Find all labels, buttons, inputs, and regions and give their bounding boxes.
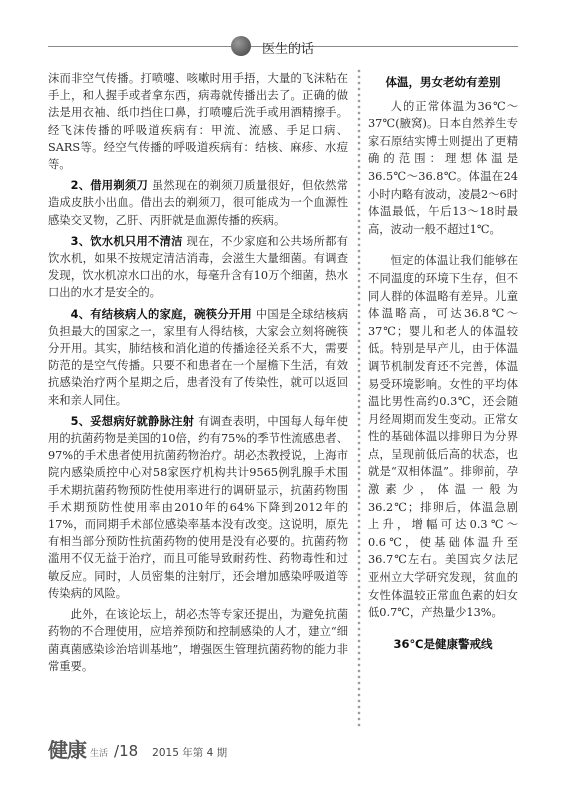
paragraph-2 — [48, 177, 348, 229]
brand-logo: 健康 — [48, 738, 86, 762]
paragraph-text: 现在，不少家庭和公共场所都有饮水机，如果不按规定清洁消毒，会滋生大量细菌。有调查发现，饮水机凉水口出的水，每毫升含有10万个细菌，热水口出的水才是安全的。 — [48, 234, 348, 300]
section-title: 医生的话 — [262, 42, 315, 57]
sidebar-bottom-heading: 36℃是健康警戒线 — [393, 636, 493, 651]
sidebar-paragraph-2: 恒定的体温让我们能够在不同温度的环境下生存，但不同人群的体温略有差异。儿童体温略高，可达36.8℃～37℃；婴儿和老人的体温较低。特别是早产儿，由于体温调节机制发育还不完善，体温易受环境影响。女性的平均体温比男性高约0.3℃，还会随月经周期而发生变动。正常女性的基础体温以排卵日为分界点，呈现前低后高的状态，也就是“双相体温”。排卵前，孕激素少，体温一般为36.2℃；排卵后，体温急剧上升，增幅可达0.3℃～0.6℃，使基础体温升至36.7℃左右。美国宾夕法尼亚州立大学研究发现，贫血的女性体温较正常血色素的妇女低0.7℃，产热量少13%。 — [368, 254, 518, 620]
subheading: 2、借用剃须刀 — [70, 179, 149, 193]
paragraph-text: 中国是全球结核病负担最大的国家之一，家里有人得结核，大家会立刻将碗筷分开用。其实，肺结核和消化道的传播途径关系不大，需要防范的是空气传播。只要不和患者在一个屋檐下生活，有效抗感染治疗两个星期之后，患者没有了传染性，就可以返回来和亲人同住。 — [48, 307, 348, 407]
brand-subtitle: 生活 — [90, 749, 109, 759]
page-number: /18 — [114, 742, 139, 760]
subheading: 5、妥想病好就静脉注射 — [70, 414, 195, 428]
paragraph-text: 沫而非空气传播。打喷嚏、咳嗽时用手捂，大量的飞沫粘在手上，和人握手或者拿东西，病毒就传播出去了。正确的做法是用衣袖、纸巾挡住口鼻，打喷嚏后洗手或用酒精擦手。经飞沫传播的呼吸道疾病有：甲流、流感、手足口病、SARS等。经空气传播的呼吸道疾病有：结核、麻疹、水痘等。 — [48, 72, 348, 172]
subheading: 3、饮水机只用不清洁 — [70, 234, 183, 248]
paragraph-6 — [48, 606, 348, 675]
paragraph-4 — [48, 306, 348, 409]
paragraph-text: 此外，在该论坛上，胡必杰等专家还提出，为避免抗菌药物的不合理使用，应培养预防和控制感染的人才，建立“细菌真菌感染诊治培训基地”，增强医生管理抗菌药物的能力非常重要。 — [48, 608, 348, 673]
page-footer — [48, 736, 227, 760]
left-column — [48, 70, 348, 714]
subheading: 4、有结核病人的家庭，碗筷分开用 — [70, 307, 252, 321]
sidebar-heading: 体温，男女老幼有差别 — [385, 75, 501, 89]
paragraph-3 — [48, 233, 348, 302]
paragraph-5 — [48, 413, 348, 602]
right-column — [368, 70, 518, 730]
header-bullet-icon — [231, 36, 251, 56]
paragraph-text: 虽然现在的剃须刀质量很好，但依然常造成皮肤小出血。借出去的剃须刀，很可能成为一个血源性感染交叉物，乙肝、丙肝就是血源传播的疾病。 — [48, 179, 348, 227]
sidebar-paragraph-1: 人的正常体温为36℃～37℃(腋窝)。日本自然养生专家石原结实博士则提出了更精确的范围：理想体温是36.5℃～36.8℃。体温在24小时内略有波动，凌晨2～6时体温最低，午后13～18时最高，波动一般不超过1℃。 — [368, 99, 518, 236]
column-divider — [356, 68, 362, 728]
paragraph-1 — [48, 70, 348, 173]
paragraph-text: 有调查表明，中国每人每年使用的抗菌药物是美国的10倍，约有75%的季节性流感患者、97%的手术患者使用抗菌药物治疗。胡必杰教授说，上海市院内感染质控中心对58家医疗机构共计9565例乳腺手术围手术期抗菌药物预防性使用率进行的调研显示，抗菌药物围手术期预防性使用率由2010年的64%下降到2012年的17%，而同期手术部位感染率基本没有改变。这说明，原先有相当部分预防性抗菌药物的使用是没有必要的。抗菌药物滥用不仅无益于治疗，而且可能导致耐药性、药物毒性和过敏反应。同时，人员密集的注射厅，还会增加感染呼吸道等传染病的风险。 — [48, 414, 348, 600]
issue-label: 2015 年第 4 期 — [152, 747, 228, 759]
